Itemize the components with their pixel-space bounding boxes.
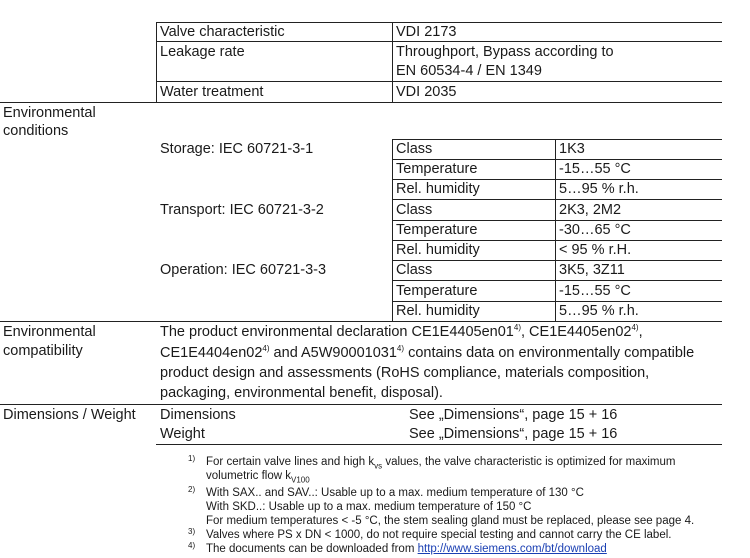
compatibility-text-line2: CE1E4404en02$^{4)}$ and A5W90001031$^{4)}$ contains data on environmentally compatible	[160, 344, 695, 361]
storage-temperature-param: Temperature	[396, 161, 478, 177]
transport-temperature-value: -30…65 °C	[559, 222, 631, 238]
dimensions-value: See „Dimensions“, page 15 + 16	[409, 407, 618, 423]
footnote-ref: 4)	[631, 323, 639, 333]
footnote-number-1: 1)	[188, 454, 196, 463]
leakage-rate-label: Leakage rate	[160, 44, 245, 60]
rule	[392, 199, 722, 200]
transport-label: Transport: IEC 60721-3-2	[160, 202, 324, 218]
footnote-2-line1: With SAX.. and SAV..: Usable up to a max. medium temperature of 130 °C	[206, 487, 584, 499]
rule	[555, 139, 556, 321]
footnote-4: The documents can be downloaded from http://www.siemens.com/bt/download	[206, 543, 607, 555]
footnote-1-line1: For certain valve lines and high $k_{vs}$ values, the valve characteristic is optimized for maximum	[206, 456, 676, 471]
rule	[0, 321, 722, 322]
operation-class-param: Class	[396, 262, 433, 278]
transport-humidity-value: < 95 % r.H.	[559, 242, 632, 258]
operation-label: Operation: IEC 60721-3-3	[160, 262, 327, 278]
rule	[0, 102, 722, 103]
operation-class-value: 3K5, 3Z11	[559, 262, 625, 278]
dimensions-weight-heading: Dimensions / Weight	[3, 407, 136, 423]
footnote-number-3: 3)	[188, 527, 196, 536]
valve-characteristic-label: Valve characteristic	[160, 24, 285, 40]
footnote-1-line2: volumetric flow $k_{V100}$	[206, 470, 310, 485]
water-treatment-label: Water treatment	[160, 84, 264, 100]
footnote-number-4: 4)	[188, 541, 196, 550]
footnote-ref: 4)	[262, 344, 270, 354]
rule	[392, 260, 722, 261]
transport-temperature-param: Temperature	[396, 222, 478, 238]
storage-humidity-value: 5…95 % r.h.	[559, 181, 639, 197]
storage-class-param: Class	[396, 141, 433, 157]
valve-characteristic-value: VDI 2173	[396, 24, 457, 40]
storage-temperature-value: -15…55 °C	[559, 161, 631, 177]
environmental-conditions-heading-1: Environmental	[3, 105, 96, 121]
operation-humidity-value: 5…95 % r.h.	[559, 303, 639, 319]
compatibility-text-line3: product design and assessments (RoHS compliance, materials composition,	[160, 365, 650, 381]
storage-class-value: 1K3	[559, 141, 585, 157]
environmental-conditions-heading-2: conditions	[3, 123, 69, 139]
rule	[392, 139, 393, 321]
transport-humidity-param: Rel. humidity	[396, 242, 480, 258]
dimensions-label: Dimensions	[160, 407, 236, 423]
rule	[392, 139, 722, 140]
rule	[156, 22, 157, 103]
operation-humidity-param: Rel. humidity	[396, 303, 480, 319]
operation-temperature-value: -15…55 °C	[559, 283, 631, 299]
rule	[156, 81, 722, 82]
weight-value: See „Dimensions“, page 15 + 16	[409, 426, 618, 442]
footnote-3: Valves where PS x DN < 1000, do not require special testing and cannot carry the CE label.	[206, 529, 672, 541]
water-treatment-value: VDI 2035	[396, 84, 457, 100]
rule	[392, 22, 393, 103]
environmental-compatibility-heading-2: compatibility	[3, 343, 83, 359]
rule	[156, 444, 722, 445]
compatibility-text-line4: packaging, environmental benefit, disposal).	[160, 385, 443, 401]
environmental-compatibility-heading-1: Environmental	[3, 324, 96, 340]
download-link[interactable]: http://www.siemens.com/bt/download	[417, 543, 607, 555]
rule	[392, 280, 722, 281]
rule	[0, 404, 722, 405]
footnote-ref: 4)	[513, 323, 521, 333]
compatibility-text-line1: The product environmental declaration CE1E4405en01$^{4)}$, CE1E4405en02$^{4)}$,	[160, 323, 643, 340]
footnote-number-2: 2)	[188, 485, 196, 494]
storage-humidity-param: Rel. humidity	[396, 181, 480, 197]
storage-label: Storage: IEC 60721-3-1	[160, 141, 314, 157]
leakage-rate-value-line1: Throughport, Bypass according to	[396, 44, 614, 60]
transport-class-param: Class	[396, 202, 433, 218]
transport-class-value: 2K3, 2M2	[559, 202, 622, 218]
leakage-rate-value-line2: EN 60534-4 / EN 1349	[396, 63, 542, 79]
weight-label: Weight	[160, 426, 205, 442]
footnote-2-line3: For medium temperatures < -5 °C, the stem sealing gland must be replaced, please see page 4.	[206, 515, 695, 527]
footnote-ref: 4)	[396, 344, 405, 354]
footnote-2-line2: With SKD..: Usable up to a max. medium temperature of 150 °C	[206, 501, 532, 513]
operation-temperature-param: Temperature	[396, 283, 478, 299]
